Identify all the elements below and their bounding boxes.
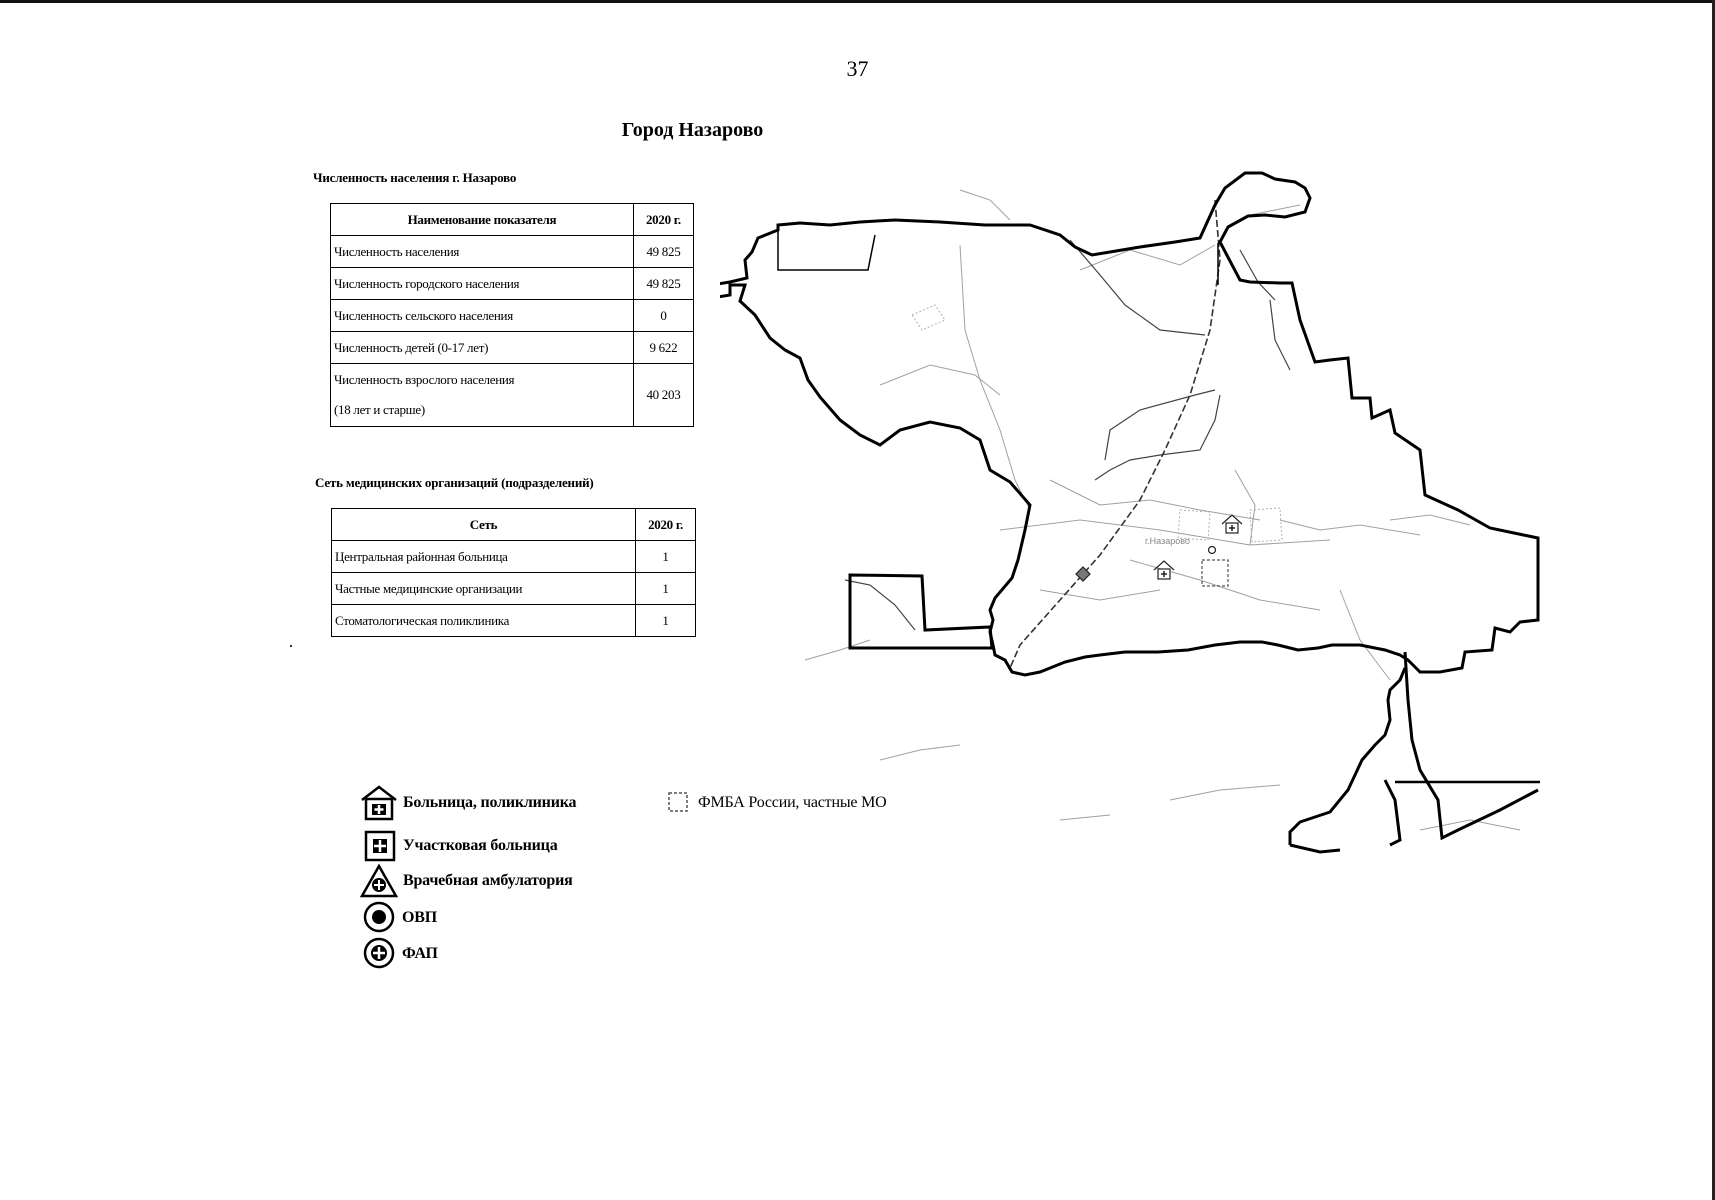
page-title: Город Назарово	[621, 119, 764, 141]
southern-boundary	[1290, 668, 1405, 845]
fap-icon	[362, 936, 398, 972]
ovp-icon	[362, 900, 398, 936]
network-table-title: Сеть медицинских организаций (подразделений)	[315, 475, 594, 490]
ovp-marker	[1209, 547, 1216, 554]
row-value: 1	[636, 573, 696, 605]
row-label: Численность городского населения	[331, 268, 634, 300]
legend-item-district-hospital	[363, 829, 558, 863]
town-label: г.Назарово	[1145, 536, 1190, 546]
population-table-title: Численность населения г. Назарово	[313, 170, 517, 185]
legend-item-ambulatory	[359, 863, 573, 899]
legend-item-hospital	[359, 785, 576, 821]
ambulatory-icon	[359, 863, 399, 899]
row-label: Численность населения	[331, 236, 634, 268]
hospital-icon	[359, 785, 399, 821]
legend-item-fap	[362, 936, 438, 972]
row-value: 9 622	[633, 332, 693, 364]
table-row	[331, 364, 694, 427]
legend-item-fmba	[666, 790, 886, 816]
row-label	[331, 364, 634, 427]
row-value: 1	[636, 541, 696, 573]
fmba-icon	[666, 790, 694, 816]
row-value: 49 825	[633, 268, 693, 300]
town-boundary	[720, 173, 1538, 675]
year-header: 2020 г.	[633, 204, 693, 236]
legend-item-ovp	[362, 900, 437, 936]
row-label: Численность детей (0-17 лет)	[331, 332, 634, 364]
network-header: Сеть	[332, 509, 636, 541]
indicator-header: Наименование показателя	[331, 204, 634, 236]
population-table	[330, 203, 694, 427]
year-header: 2020 г.	[636, 509, 696, 541]
row-value: 1	[636, 605, 696, 637]
southern-boundary	[1385, 780, 1400, 845]
legend-label: ФАП	[402, 945, 438, 962]
legend-label: Участковая больница	[403, 837, 558, 854]
row-label: Частные медицинские организации	[332, 573, 636, 605]
scan-edge-top	[0, 0, 1715, 3]
main-roads	[845, 240, 1290, 630]
row-value: 49 825	[633, 236, 693, 268]
scan-speck	[290, 645, 292, 647]
boundary-segment	[778, 225, 875, 270]
table-row	[331, 332, 694, 364]
row-label-line1: Численность взрослого населения	[334, 372, 515, 387]
row-value: 40 203	[633, 364, 693, 427]
row-label-line2: (18 лет и старше)	[334, 402, 425, 417]
district-hospital-icon	[363, 829, 399, 863]
hospital-marker	[1222, 515, 1242, 533]
legend-label: ФМБА России, частные МО	[698, 794, 887, 811]
row-label: Численность сельского населения	[331, 300, 634, 332]
page-number: 37	[846, 56, 869, 81]
legend-label: Врачебная амбулатория	[403, 872, 573, 889]
table-header-row	[331, 204, 694, 236]
network-table	[331, 508, 696, 637]
table-row	[331, 300, 694, 332]
table-row	[331, 236, 694, 268]
row-label: Центральная районная больница	[332, 541, 636, 573]
hospital-marker	[1154, 561, 1174, 579]
block-outlines	[912, 305, 1282, 542]
table-row	[331, 268, 694, 300]
row-value: 0	[633, 300, 693, 332]
legend-label: Больница, поликлиника	[403, 794, 577, 811]
table-row	[332, 541, 696, 573]
table-header-row	[332, 509, 696, 541]
row-label: Стоматологическая поликлиника	[332, 605, 636, 637]
legend-label: ОВП	[402, 909, 437, 926]
southern-boundary	[1290, 845, 1340, 852]
town-map	[720, 160, 1540, 860]
table-row	[332, 605, 696, 637]
table-row	[332, 573, 696, 605]
southern-boundary	[1405, 652, 1538, 838]
